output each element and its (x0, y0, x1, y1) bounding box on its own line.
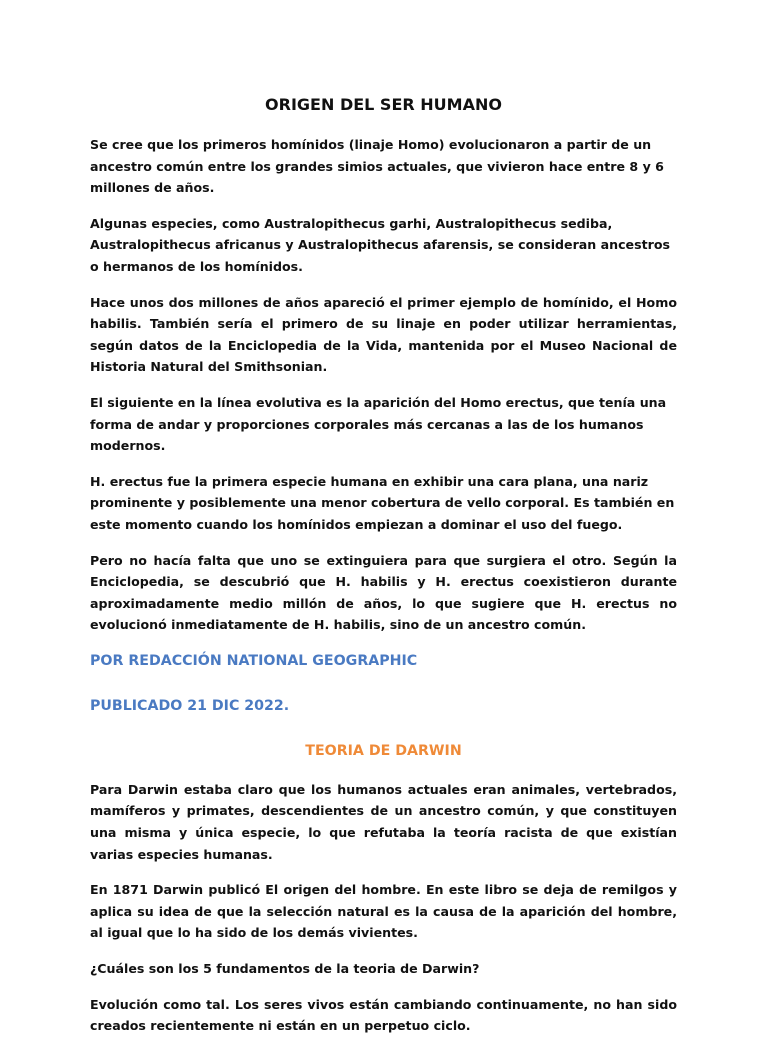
document-page (90, 94, 677, 1051)
document-title: ORIGEN DEL SER HUMANO (265, 95, 502, 114)
paragraph-homo-erectus: El siguiente en la línea evolutiva es la aparición del Homo erectus, que tenía una forma de andar y proporciones corporales más cercanas a las de los humanos modernos. (90, 394, 667, 454)
credit-date: PUBLICADO 21 DIC 2022. (90, 697, 290, 714)
paragraph-darwin-humans: Para Darwin estaba claro que los humanos actuales eran animales, vertebrados, mamíferos y primates, descendientes de un ancestro común, y que constituyen una misma y única especie, lo que refutaba la teoría racista de que existían varias especies humanas. (90, 781, 677, 862)
paragraph-question: ¿Cuáles son los 5 fundamentos de la teoria de Darwin? (90, 961, 480, 977)
paragraph-coexistence: Pero no hacía falta que uno se extinguiera para que surgiera el otro. Según la Enciclopedia, se descubrió que H. habilis y H. erectus coexistieron durante aproximadamente medio millón de años, lo que sugiere que H. erectus no evolucionó inmediatamente de H. habilis, sino de un ancestro común. (90, 552, 677, 633)
section-heading-darwin: TEORIA DE DARWIN (305, 742, 462, 759)
paragraph-origin-of-man: En 1871 Darwin publicó El origen del hombre. En este libro se deja de remilgos y aplica su idea de que la selección natural es la causa de la aparición del hombre, al igual que lo ha sido de los demás vivientes. (90, 882, 677, 941)
credit-author: POR REDACCIÓN NATIONAL GEOGRAPHIC (90, 652, 418, 669)
paragraph-australopithecus: Algunas especies, como Australopithecus garhi, Australopithecus sediba, Australopithecus africanus y Australopithecus afarensis, se consideran ancestros o hermanos de los homínidos. (90, 215, 670, 274)
paragraph-homo-habilis: Hace unos dos millones de años apareció el primer ejemplo de homínido, el Homo habilis. También sería el primero de su linaje en poder utilizar herramientas, según datos de la Enciclopedia de la Vida, mantenida por el Museo Nacional de Historia Natural del Smithsonian. (90, 294, 677, 375)
paragraph-hominid-origin: Se cree que los primeros homínidos (linaje Homo) evolucionaron a partir de un ancestro común entre los grandes simios actuales, que vivieron hace entre 8 y 6 millones de años. (90, 137, 664, 196)
paragraph-evolution: Evolución como tal. Los seres vivos están cambiando continuamente, no han sido creados recientemente ni están en un perpetuo ciclo. (90, 996, 677, 1034)
paragraph-erectus-traits: H. erectus fue la primera especie humana en exhibir una cara plana, una nariz prominente y posiblemente una menor cobertura de vello corporal. Es también en este momento cuando los homínidos empiezan a dominar el uso del fuego. (90, 473, 675, 532)
